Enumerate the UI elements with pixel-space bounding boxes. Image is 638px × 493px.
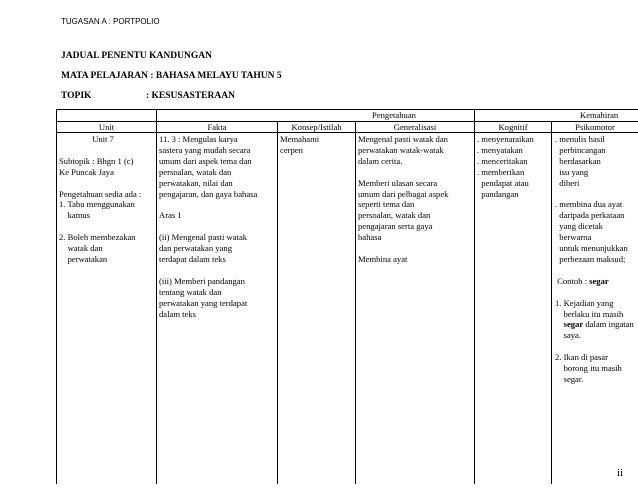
fakta-line (159, 199, 277, 210)
generalisasi-line: umum dari pelbagai aspek (358, 188, 449, 199)
example-line: borong itu masih (555, 363, 622, 374)
table-left-border (56, 109, 57, 484)
psikomotor-line: isu yang (555, 166, 589, 177)
generalisasi-line (358, 167, 473, 178)
kognitif-line: . menceritakan (477, 155, 528, 166)
kognitif-line: . menyenaraikan (477, 134, 534, 144)
unit-line (59, 145, 155, 156)
example-line: 1. Kejadian yang (555, 297, 614, 308)
generalisasi-cell (358, 134, 473, 265)
kognitif-line: pendapat atau (477, 177, 529, 188)
document-header: TUGASAN A : PORTPOLIO (61, 17, 160, 26)
psikomotor-line (555, 265, 638, 276)
fakta-line: tentang watak dan (159, 286, 222, 297)
example-line: saya. (555, 330, 582, 341)
unit-line: perwatakan (59, 253, 108, 264)
unit-cell (59, 134, 155, 265)
konsep-cell (280, 134, 354, 156)
unit-line: Ke Puncak Jaya (59, 166, 114, 177)
psikomotor-line: untuk menunjukkan (555, 243, 628, 254)
generalisasi-line: persoalan, watak dan (358, 210, 431, 221)
group-header-pengetahuan: Pengetahuan (372, 110, 416, 120)
example-line: berlaku itu masih (555, 308, 624, 319)
unit-line (59, 221, 155, 232)
col-divider (156, 109, 157, 484)
col-header-generalisasi: Generalisasi (393, 122, 437, 132)
generalisasi-line: Mengenal pasti watak dan (358, 134, 448, 144)
col-header-kognitif: Kognitif (498, 122, 528, 132)
unit-line (59, 178, 155, 189)
example-line: 2. Ikan di pasar (555, 352, 608, 363)
generalisasi-line: Membina ayat (358, 253, 408, 264)
subject-line: MATA PELAJARAN : BAHASA MELAYU TAHUN 5 (61, 71, 282, 81)
fakta-line: persoalan, watak dan (159, 166, 232, 177)
col-divider (474, 109, 475, 484)
unit-line: watak dan (59, 243, 103, 254)
unit-line: 2. Boleh membezakan (59, 232, 136, 243)
col-header-konsep: Konsep/Istilah (291, 122, 342, 132)
fakta-line: 11. 3 : Mengulas karya (159, 134, 238, 144)
generalisasi-line: seperti tema dan (358, 199, 415, 210)
unit-line: 1. Tahu menggunakan (59, 199, 135, 210)
psikomotor-line: perbezaan maksud; (555, 253, 626, 264)
topic-value: : KESUSASTERAAN (146, 91, 235, 101)
col-divider (355, 121, 356, 484)
col-divider (551, 121, 552, 484)
example-line: segar dalam ingatan (563, 319, 634, 330)
psikomotor-line: berwarna (555, 232, 592, 243)
psikomotor-line (555, 189, 638, 200)
psikomotor-line: diberi (555, 177, 580, 188)
group-header-kemahiran: Kemahiran (580, 110, 619, 120)
col-divider (277, 121, 278, 484)
unit-line: Subtopik : Bhgn 1 (c) (59, 155, 134, 166)
fakta-line (159, 265, 277, 276)
generalisasi-line: dalam cerita. (358, 155, 403, 166)
psikomotor-line: daripada perkataan (555, 210, 625, 221)
generalisasi-line: bahasa (358, 232, 382, 243)
unit-line: Pengetahuan sedia ada : (59, 188, 142, 199)
psikomotor-line: Contoh : segar (555, 275, 609, 286)
fakta-line (159, 221, 277, 232)
kognitif-cell (477, 134, 550, 199)
contoh-word: segar (589, 275, 609, 286)
fakta-line: umum dari aspek tema dan (159, 155, 252, 166)
generalisasi-line (358, 243, 473, 254)
psikomotor-line: perbincangan (555, 144, 606, 155)
konsep-line: Memahami (280, 134, 320, 144)
fakta-line: dan perwatakan yang (159, 243, 233, 254)
fakta-line: (iii) Memberi pandangan (159, 275, 245, 286)
kognitif-line: pandangan (477, 188, 519, 199)
generalisasi-line: pengajaran serta gaya (358, 221, 433, 232)
psikomotor-line: berdasarkan (555, 155, 601, 166)
unit-line: kamus (59, 210, 91, 221)
kognitif-line: . memberikan (477, 166, 525, 177)
col-header-unit: Unit (98, 122, 115, 132)
fakta-line: terdapat dalam teks (159, 253, 226, 264)
psikomotor-line: . membina dua ayat (555, 199, 623, 210)
fakta-line: perwatakan yang terdapat (159, 297, 248, 308)
psikomotor-line: yang dicetak (555, 221, 603, 232)
generalisasi-line: Memberi ulasan secara (358, 177, 438, 188)
fakta-line: perwatakan, nilai dan (159, 177, 233, 188)
unit-line: Unit 7 (92, 134, 114, 144)
col-header-psikomotor: Psikomotor (575, 122, 615, 132)
example-line: segar. (555, 373, 584, 384)
psikomotor-cell (555, 134, 638, 385)
document-title: JADUAL PENENTU KANDUNGAN (61, 51, 212, 61)
konsep-line: cerpen (280, 144, 303, 155)
col-header-fakta: Fakta (207, 122, 227, 132)
kognitif-line: . menyatakan (477, 144, 523, 155)
page-number: ii (617, 467, 624, 479)
fakta-cell (159, 134, 277, 319)
fakta-line: Aras 1 (159, 210, 182, 221)
fakta-line: sastera yang mudah secara (159, 144, 251, 155)
psikomotor-line: . menulis hasil (555, 134, 605, 144)
fakta-line: pengajaran, dan gaya bahasa (159, 188, 258, 199)
generalisasi-line: perwatakan watak-watak (358, 144, 444, 155)
fakta-line: (ii) Mengenal pasti watak (159, 232, 248, 243)
fakta-line: dalam teks (159, 308, 196, 319)
topic-label: TOPIK (61, 91, 92, 101)
